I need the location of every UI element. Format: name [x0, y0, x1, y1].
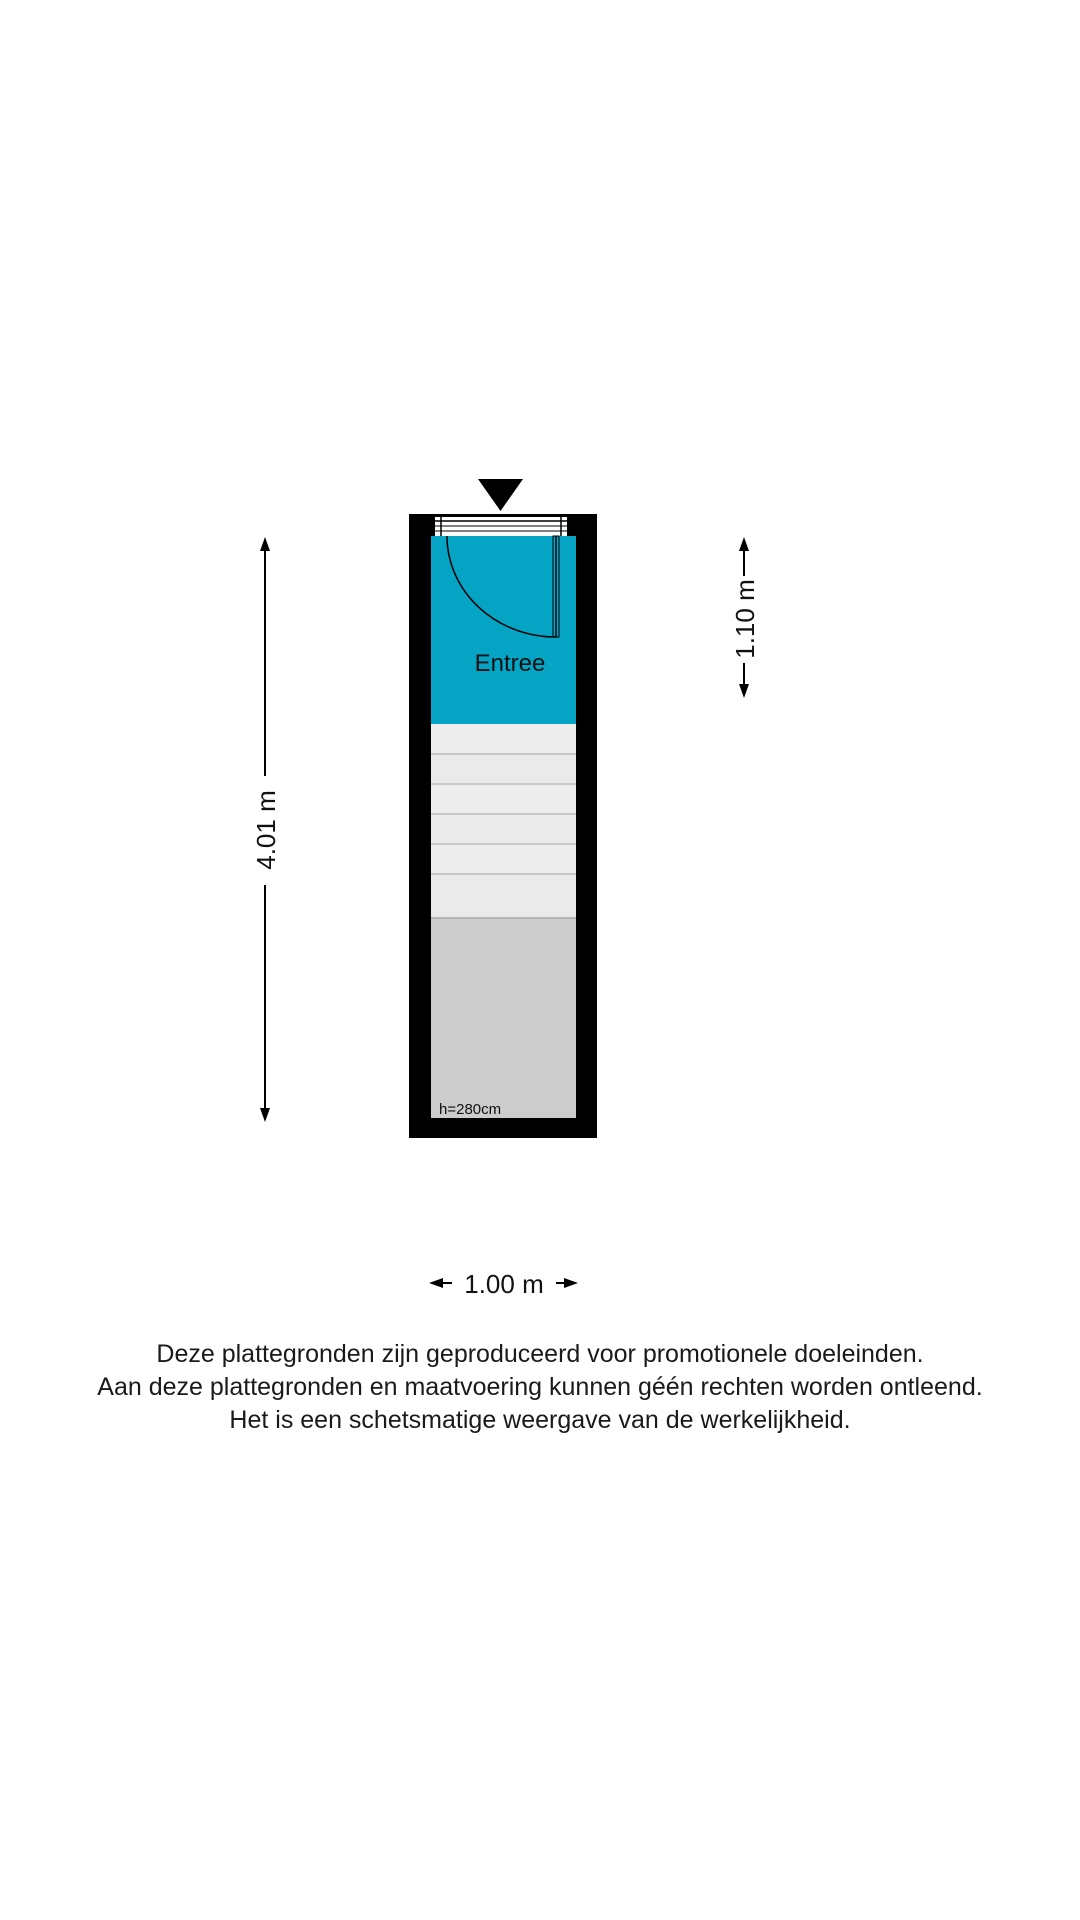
disclaimer-line: Het is een schetsmatige weergave van de werkelijkheid.	[229, 1406, 851, 1434]
dimension-label-entree-length: 1.10 m	[730, 579, 760, 659]
dimension-arrow-icon	[564, 1278, 578, 1288]
storage-area	[431, 918, 576, 1118]
disclaimer-text	[0, 1338, 1080, 1437]
dimension-arrow-icon	[429, 1278, 443, 1288]
dimension-label-width: 1.00 m	[464, 1269, 544, 1299]
stair-step	[431, 784, 576, 814]
dimension-arrow-icon	[260, 1108, 270, 1122]
ceiling-height-label: h=280cm	[439, 1101, 502, 1118]
dimension-arrow-icon	[739, 684, 749, 698]
room-label-entree: Entree	[474, 650, 546, 677]
stair-step	[431, 844, 576, 874]
stair-step	[431, 814, 576, 844]
room-entree	[431, 536, 576, 724]
dimension-arrow-icon	[739, 537, 749, 551]
stair-step	[431, 874, 576, 918]
disclaimer-line: Deze plattegronden zijn geproduceerd voor promotionele doeleinden.	[156, 1340, 924, 1368]
dimension-width	[429, 1269, 578, 1299]
stair-step	[431, 754, 576, 784]
disclaimer-line: Aan deze plattegronden en maatvoering kunnen géén rechten worden ontleend.	[97, 1373, 983, 1401]
dimension-arrow-icon	[260, 537, 270, 551]
dimension-entree-length	[730, 537, 760, 698]
entrance-arrow-icon	[478, 479, 523, 511]
staircase	[431, 724, 576, 918]
dimension-total-length	[251, 537, 281, 1122]
stair-step	[431, 724, 576, 754]
dimension-label-total-length: 4.01 m	[251, 790, 281, 870]
